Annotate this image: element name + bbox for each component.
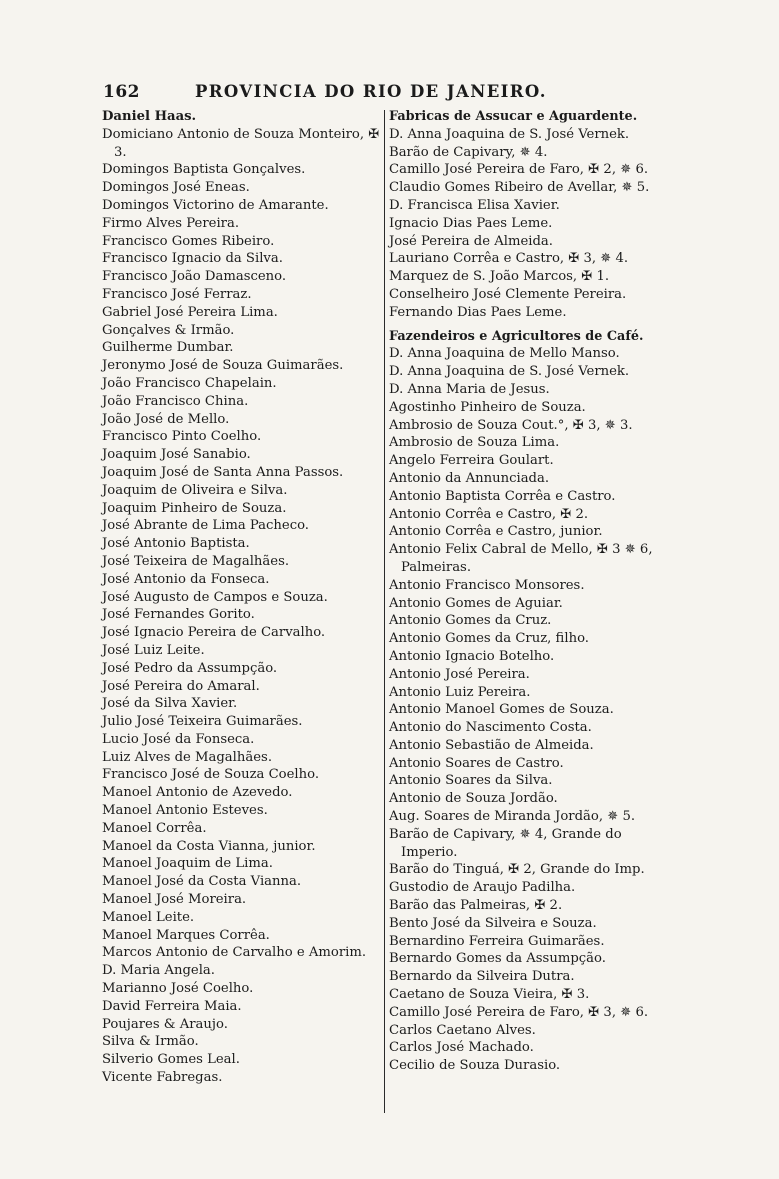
list-item: Cecilio de Souza Durasio. bbox=[389, 1058, 561, 1074]
page-number: 162 bbox=[103, 82, 140, 102]
list-item: Claudio Gomes Ribeiro de Avellar, ✵ 5. bbox=[389, 180, 650, 196]
list-item: Antonio Soares de Castro. bbox=[389, 755, 564, 771]
list-item: Antonio Francisco Monsores. bbox=[389, 577, 585, 593]
list-item: Gustodio de Araujo Padilha. bbox=[389, 880, 576, 896]
list-item: Antonio Soares da Silva. bbox=[389, 773, 553, 789]
list-item: Manoel Antonio de Azevedo. bbox=[102, 785, 293, 801]
list-item: Manoel José Moreira. bbox=[102, 892, 247, 908]
coffee-farmers-list bbox=[389, 345, 672, 1075]
list-item: Carlos José Machado. bbox=[389, 1040, 534, 1056]
right-column bbox=[389, 108, 672, 1075]
list-item: Antonio da Annunciada. bbox=[389, 470, 550, 486]
list-item: Antonio Ignacio Botelho. bbox=[389, 648, 555, 664]
list-item: Aug. Soares de Miranda Jordão, ✵ 5. bbox=[389, 809, 636, 825]
list-item: D. Francisca Elisa Xavier. bbox=[389, 197, 560, 213]
section-title-sugar-mills: Fabricas de Assucar e Aguardente. bbox=[389, 109, 638, 124]
sugar-mills-list bbox=[389, 126, 672, 322]
list-item: José Augusto de Campos e Souza. bbox=[102, 589, 328, 605]
list-item: Antonio José Pereira. bbox=[389, 666, 530, 682]
list-item: Manoel Marques Corrêa. bbox=[102, 927, 270, 943]
list-item: Ignacio Dias Paes Leme. bbox=[389, 215, 553, 231]
list-item: Antonio Luiz Pereira. bbox=[389, 684, 531, 700]
list-item: David Ferreira Maia. bbox=[102, 998, 242, 1014]
list-item: Francisco José Ferraz. bbox=[102, 286, 252, 302]
list-item: Manoel Joaquim de Lima. bbox=[102, 856, 273, 872]
list-item: João Francisco China. bbox=[102, 393, 249, 409]
list-item: José Fernandes Gorito. bbox=[102, 607, 255, 623]
list-item: Agostinho Pinheiro de Souza. bbox=[389, 399, 586, 415]
list-item: Antonio Gomes de Aguiar. bbox=[389, 595, 563, 611]
list-item: D. Anna Maria de Jesus. bbox=[389, 381, 550, 397]
list-item: Poujares & Araujo. bbox=[102, 1016, 228, 1032]
list-item: José Antonio da Fonseca. bbox=[102, 571, 270, 587]
list-item: Jeronymo José de Souza Guimarães. bbox=[102, 358, 344, 374]
list-item: Lucio José da Fonseca. bbox=[102, 731, 255, 747]
section-title-coffee-farmers: Fazendeiros e Agricultores de Café. bbox=[389, 328, 644, 344]
list-item: José Teixeira de Magalhães. bbox=[102, 553, 290, 569]
list-item: Daniel Haas. bbox=[102, 109, 197, 124]
list-item: Ambrosio de Souza Lima. bbox=[389, 435, 560, 451]
list-item: José Luiz Leite. bbox=[102, 642, 205, 658]
list-item: Camillo José Pereira de Faro, ✠ 2, ✵ 6. bbox=[389, 162, 649, 178]
list-item: Vicente Fabregas. bbox=[102, 1070, 223, 1086]
running-title: PROVINCIA DO RIO DE JANEIRO. bbox=[195, 82, 547, 101]
list-item: Conselheiro José Clemente Pereira. bbox=[389, 286, 627, 302]
list-item: Domingos Victorino de Amarante. bbox=[102, 197, 329, 213]
list-item: Ambrosio de Souza Cout.°, ✠ 3, ✵ 3. bbox=[389, 417, 633, 433]
column-divider bbox=[384, 110, 385, 1113]
list-item: Angelo Ferreira Goulart. bbox=[389, 453, 554, 469]
list-item: Manoel Leite. bbox=[102, 909, 195, 925]
list-item: Francisco Ignacio da Silva. bbox=[102, 251, 283, 267]
list-item: Firmo Alves Pereira. bbox=[102, 215, 240, 231]
list-item: José da Silva Xavier. bbox=[102, 696, 238, 712]
list-item: Francisco José de Souza Coelho. bbox=[102, 767, 320, 783]
list-item: Antonio Felix Cabral de Mello, ✠ 3 ✵ 6, Palmeiras. bbox=[389, 542, 653, 575]
list-item: Manoel Corrêa. bbox=[102, 820, 207, 836]
list-item: Bernardo da Silveira Dutra. bbox=[389, 969, 575, 985]
list-item: José Antonio Baptista. bbox=[102, 536, 250, 552]
list-item: Antonio Sebastião de Almeida. bbox=[389, 737, 594, 753]
list-item: Bento José da Silveira e Souza. bbox=[389, 915, 597, 931]
list-item: Bernardo Gomes da Assumpção. bbox=[389, 951, 606, 967]
list-item: Barão do Tinguá, ✠ 2, Grande do Imp. bbox=[389, 862, 645, 878]
list-item: Antonio Baptista Corrêa e Castro. bbox=[389, 488, 616, 504]
list-item: José Pedro da Assumpção. bbox=[102, 660, 278, 676]
list-item: Francisco João Damasceno. bbox=[102, 269, 287, 285]
list-item: Domiciano Antonio de Souza Monteiro, ✠ 3. bbox=[102, 126, 380, 160]
list-item: Fernando Dias Paes Leme. bbox=[389, 304, 567, 320]
list-item: Joaquim de Oliveira e Silva. bbox=[102, 482, 288, 498]
list-item: Manoel da Costa Vianna, junior. bbox=[102, 838, 316, 854]
list-item: D. Maria Angela. bbox=[102, 963, 215, 979]
list-item: Carlos Caetano Alves. bbox=[389, 1022, 536, 1038]
list-item: Luiz Alves de Magalhães. bbox=[102, 749, 273, 765]
list-item: Joaquim José de Santa Anna Passos. bbox=[102, 464, 344, 480]
list-item: José Abrante de Lima Pacheco. bbox=[102, 518, 309, 534]
list-item: Joaquim José Sanabio. bbox=[102, 447, 251, 463]
list-item: Antonio de Souza Jordão. bbox=[389, 791, 558, 807]
list-item: Lauriano Corrêa e Castro, ✠ 3, ✵ 4. bbox=[389, 251, 629, 267]
list-item: Barão das Palmeiras, ✠ 2. bbox=[389, 898, 563, 914]
list-item: Antonio Gomes da Cruz, filho. bbox=[389, 631, 589, 647]
list-item: Gonçalves & Irmão. bbox=[102, 322, 235, 338]
list-item: D. Anna Joaquina de S. José Vernek. bbox=[389, 126, 630, 142]
list-item: D. Anna Joaquina de S. José Vernek. bbox=[389, 364, 630, 380]
list-item: Gabriel José Pereira Lima. bbox=[102, 304, 278, 320]
list-item: Barão de Capivary, ✵ 4, Grande do Imperio. bbox=[389, 826, 622, 860]
list-item: José Pereira de Almeida. bbox=[389, 233, 553, 249]
left-column bbox=[102, 108, 384, 1087]
list-item: Julio José Teixeira Guimarães. bbox=[102, 714, 303, 730]
list-item: Manoel José da Costa Vianna. bbox=[102, 874, 302, 890]
list-item: Domingos Baptista Gonçalves. bbox=[102, 162, 306, 178]
list-item: Bernardino Ferreira Guimarães. bbox=[389, 933, 605, 949]
list-item: Joaquim Pinheiro de Souza. bbox=[102, 500, 287, 516]
list-item: Silva & Irmão. bbox=[102, 1034, 199, 1050]
list-item: Caetano de Souza Vieira, ✠ 3. bbox=[389, 987, 590, 1003]
list-item: Domingos José Eneas. bbox=[102, 180, 250, 196]
list-item: João José de Mello. bbox=[102, 411, 230, 427]
list-item: José Pereira do Amaral. bbox=[102, 678, 260, 694]
list-item: D. Anna Joaquina de Mello Manso. bbox=[389, 346, 620, 362]
list-item: Antonio Corrêa e Castro, ✠ 2. bbox=[389, 506, 589, 522]
list-item: Manoel Antonio Esteves. bbox=[102, 803, 268, 819]
list-item: Francisco Gomes Ribeiro. bbox=[102, 233, 275, 249]
list-item: Antonio Manoel Gomes de Souza. bbox=[389, 702, 614, 718]
list-item: Antonio Gomes da Cruz. bbox=[389, 613, 552, 629]
list-item: Antonio Corrêa e Castro, junior. bbox=[389, 524, 603, 540]
list-item: Camillo José Pereira de Faro, ✠ 3, ✵ 6. bbox=[389, 1004, 649, 1020]
list-item: João Francisco Chapelain. bbox=[102, 375, 277, 391]
list-item: Marianno José Coelho. bbox=[102, 981, 254, 997]
list-item: Guilherme Dumbar. bbox=[102, 340, 234, 356]
list-item: José Ignacio Pereira de Carvalho. bbox=[102, 625, 326, 641]
list-item: Barão de Capivary, ✵ 4. bbox=[389, 144, 548, 160]
list-item: Silverio Gomes Leal. bbox=[102, 1052, 240, 1068]
list-item: Antonio do Nascimento Costa. bbox=[389, 720, 592, 736]
list-item: Marcos Antonio de Carvalho e Amorim. bbox=[102, 945, 367, 961]
list-item: Marquez de S. João Marcos, ✠ 1. bbox=[389, 269, 610, 285]
list-item: Francisco Pinto Coelho. bbox=[102, 429, 262, 445]
